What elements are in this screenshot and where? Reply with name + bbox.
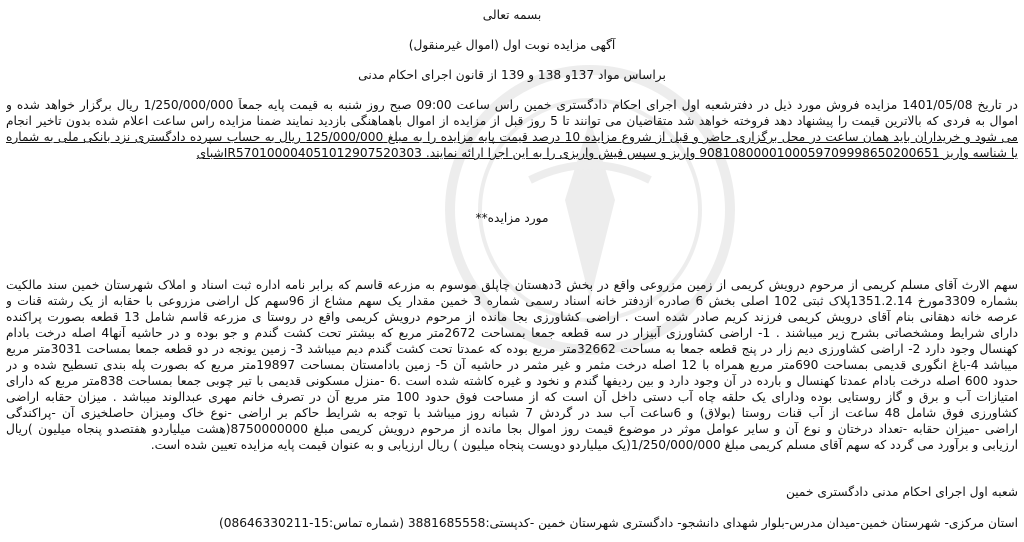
body-line-10: اراضی -میزان حقابه -تعداد درختان و نوع آن و سایر عوامل موثر در موضوع قیمت روز اموال بجا مانده از مرحوم درویش کریمی مبلغ 8750000000(هشت میلیاردو هفتصدو پنجاه میلیون )ریال [6, 422, 1018, 436]
basmala: بسمه تعالی [482, 8, 542, 22]
court-address: استان مرکزی- شهرستان خمین-میدان مدرس-بلوار شهدای دانشجو- دادگستری شهرستان خمین -کدپستی:3881685558 (شماره تماس:15-08646330211) [219, 516, 1018, 530]
body-line-6: میباشد 4-باغ انگوری قدیمی بمساحت 690متر مربع همراه با 12 اصله درخت مثمر و غیر مثمر در حاشیه آن 5- زمین بادامستان بمساحت 19897متر مربع که بصورت پله بندی تسطیح شده و در [6, 358, 1018, 372]
body-line-8: امتیازات آب و برق و گاز روستایی بوده ودارای یک حلقه چاه آب دستی داخل آن است که از مساحت فوق حدود 100 متر مربع آن در تصرف خانم مهری عبدالوند میباشد . میزان حقابه اراضی [6, 390, 1018, 404]
intro-line-3: می شود و خریداران باید همان ساعت در محل برگزاری حاضر و قبل از شروع مزایده 10 درصد قیمت پایه مزایده را به مبلغ 125/000/000 ریال به حساب سپرده دادگستری نزد بانکی ملی به شماره [6, 130, 1018, 144]
body-line-7: حدود 600 اصله درخت بادام عمدتا کهنسال و بارده در آن وجود دارد و بین ردیفها گندم و نخود و غیره کاشته شده است .6 -منزل مسکونی قدیمی با تیر چوبی جمعا بمساحت 838متر مربع که دارای [6, 374, 1018, 388]
signature: شعبه اول اجرای احکام مدنی دادگستری خمین [785, 485, 1018, 499]
legal-basis: براساس مواد 137و 138 و 139 از قانون اجرای احکام مدنی [358, 68, 666, 82]
notice-title: آگهی مزایده نوبت اول (اموال غیرمنقول) [408, 38, 616, 52]
subject-heading: مورد مزایده** [475, 211, 549, 225]
body-line-4: دارای شرایط ومشخصاتی بشرح زیر میباشند . 1- اراضی کشاورزی آبیزار در سه قطعه جمعا بمساحت 2672متر مربع که بیشتر تحت کشت گندم و جو بوده و در حاشیه آنها4 اصله درخت بادام [6, 326, 1018, 340]
body-line-2: بشماره 3309مورخ 1351.2.14پلاک ثبتی 102 اصلی بخش 6 صادره ازدفتر خانه اسناد رسمی شماره 3 خمین مقدار یک سهم مشاع از 96سهم کل اراضی مزروعی با حقابه از یک رشته قنات و [6, 294, 1018, 308]
body-line-5: کهنسال وجود دارد 2- اراضی کشاورزی دیم زار در پنج قطعه جمعا به مساحت 32662متر مربع بوده که عمدتا تحت کشت گندم دیم میباشد 3- زمین یونجه در دو قطعه جمعا بمساحت 3031متر مربع [6, 342, 1018, 356]
intro-line-4: یا شناسه واریز 9081080000100059709998650200651 واریز و سپس فیش واریزی را به این اجرا ارائه نمایند. IR570100004051012907520303شبای [196, 146, 1018, 160]
body-line-11: ارزیابی و برآورد می گردد که سهم آقای مسلم کریمی مبلغ 1/250/000/000(یک میلیاردو دویست پنجاه میلیون ) ریال ارزیابی و به عنوان قیمت پایه مزایده تعیین شده است. [150, 438, 1018, 452]
body-line-9: کشاورزی فوق شامل 48 ساعت از آب قنات روستا (بولاق) و 6ساعت آب سد در گردش 7 شبانه روز میباشد با توجه به شرایط حاکم بر اراضی -نوع خاک ومیزان حاصلخیزی آن -پراکندگی [6, 406, 1018, 420]
intro-line-1: در تاریخ 1401/05/08 مزایده فروش مورد ذیل در دفترشعبه اول اجرای احکام دادگستری خمین راس ساعت 09:00 صبح روز شنبه به قیمت پایه جمعاً 1/250/000/000 ریال برگزار خواهد شده و [6, 98, 1018, 112]
intro-line-2: اموال به فردی که بالاترین قیمت را پیشنهاد دهد فروخته خواهد شد متقاضیان می توانند تا 5 روز قبل از مزایده از اموال باهماهنگی بازدید نمایند ضمنا مزایده راس ساعت اعلام شده بدون تاخیر انجام [6, 114, 1018, 128]
body-line-1: سهم الارث آقای مسلم کریمی از مرحوم درویش کریمی از زمین مزروعی واقع در بخش 3دهستان چاپلق موسوم به مزرعه قاسم که برابر نامه اداره ثبت اسناد و املاک شهرستان خمین سند مالکیت [6, 278, 1018, 292]
body-line-3: عرصه خانه دهقانی بنام آقای درویش کریمی فرزند کریم صادر شده است . اراضی کشاورزی بجا مانده از مرحوم درویش کریمی واقع در روستا ی مزرعه قاسم شامل 13 قطعه بصورت پراکنده [6, 310, 1018, 324]
